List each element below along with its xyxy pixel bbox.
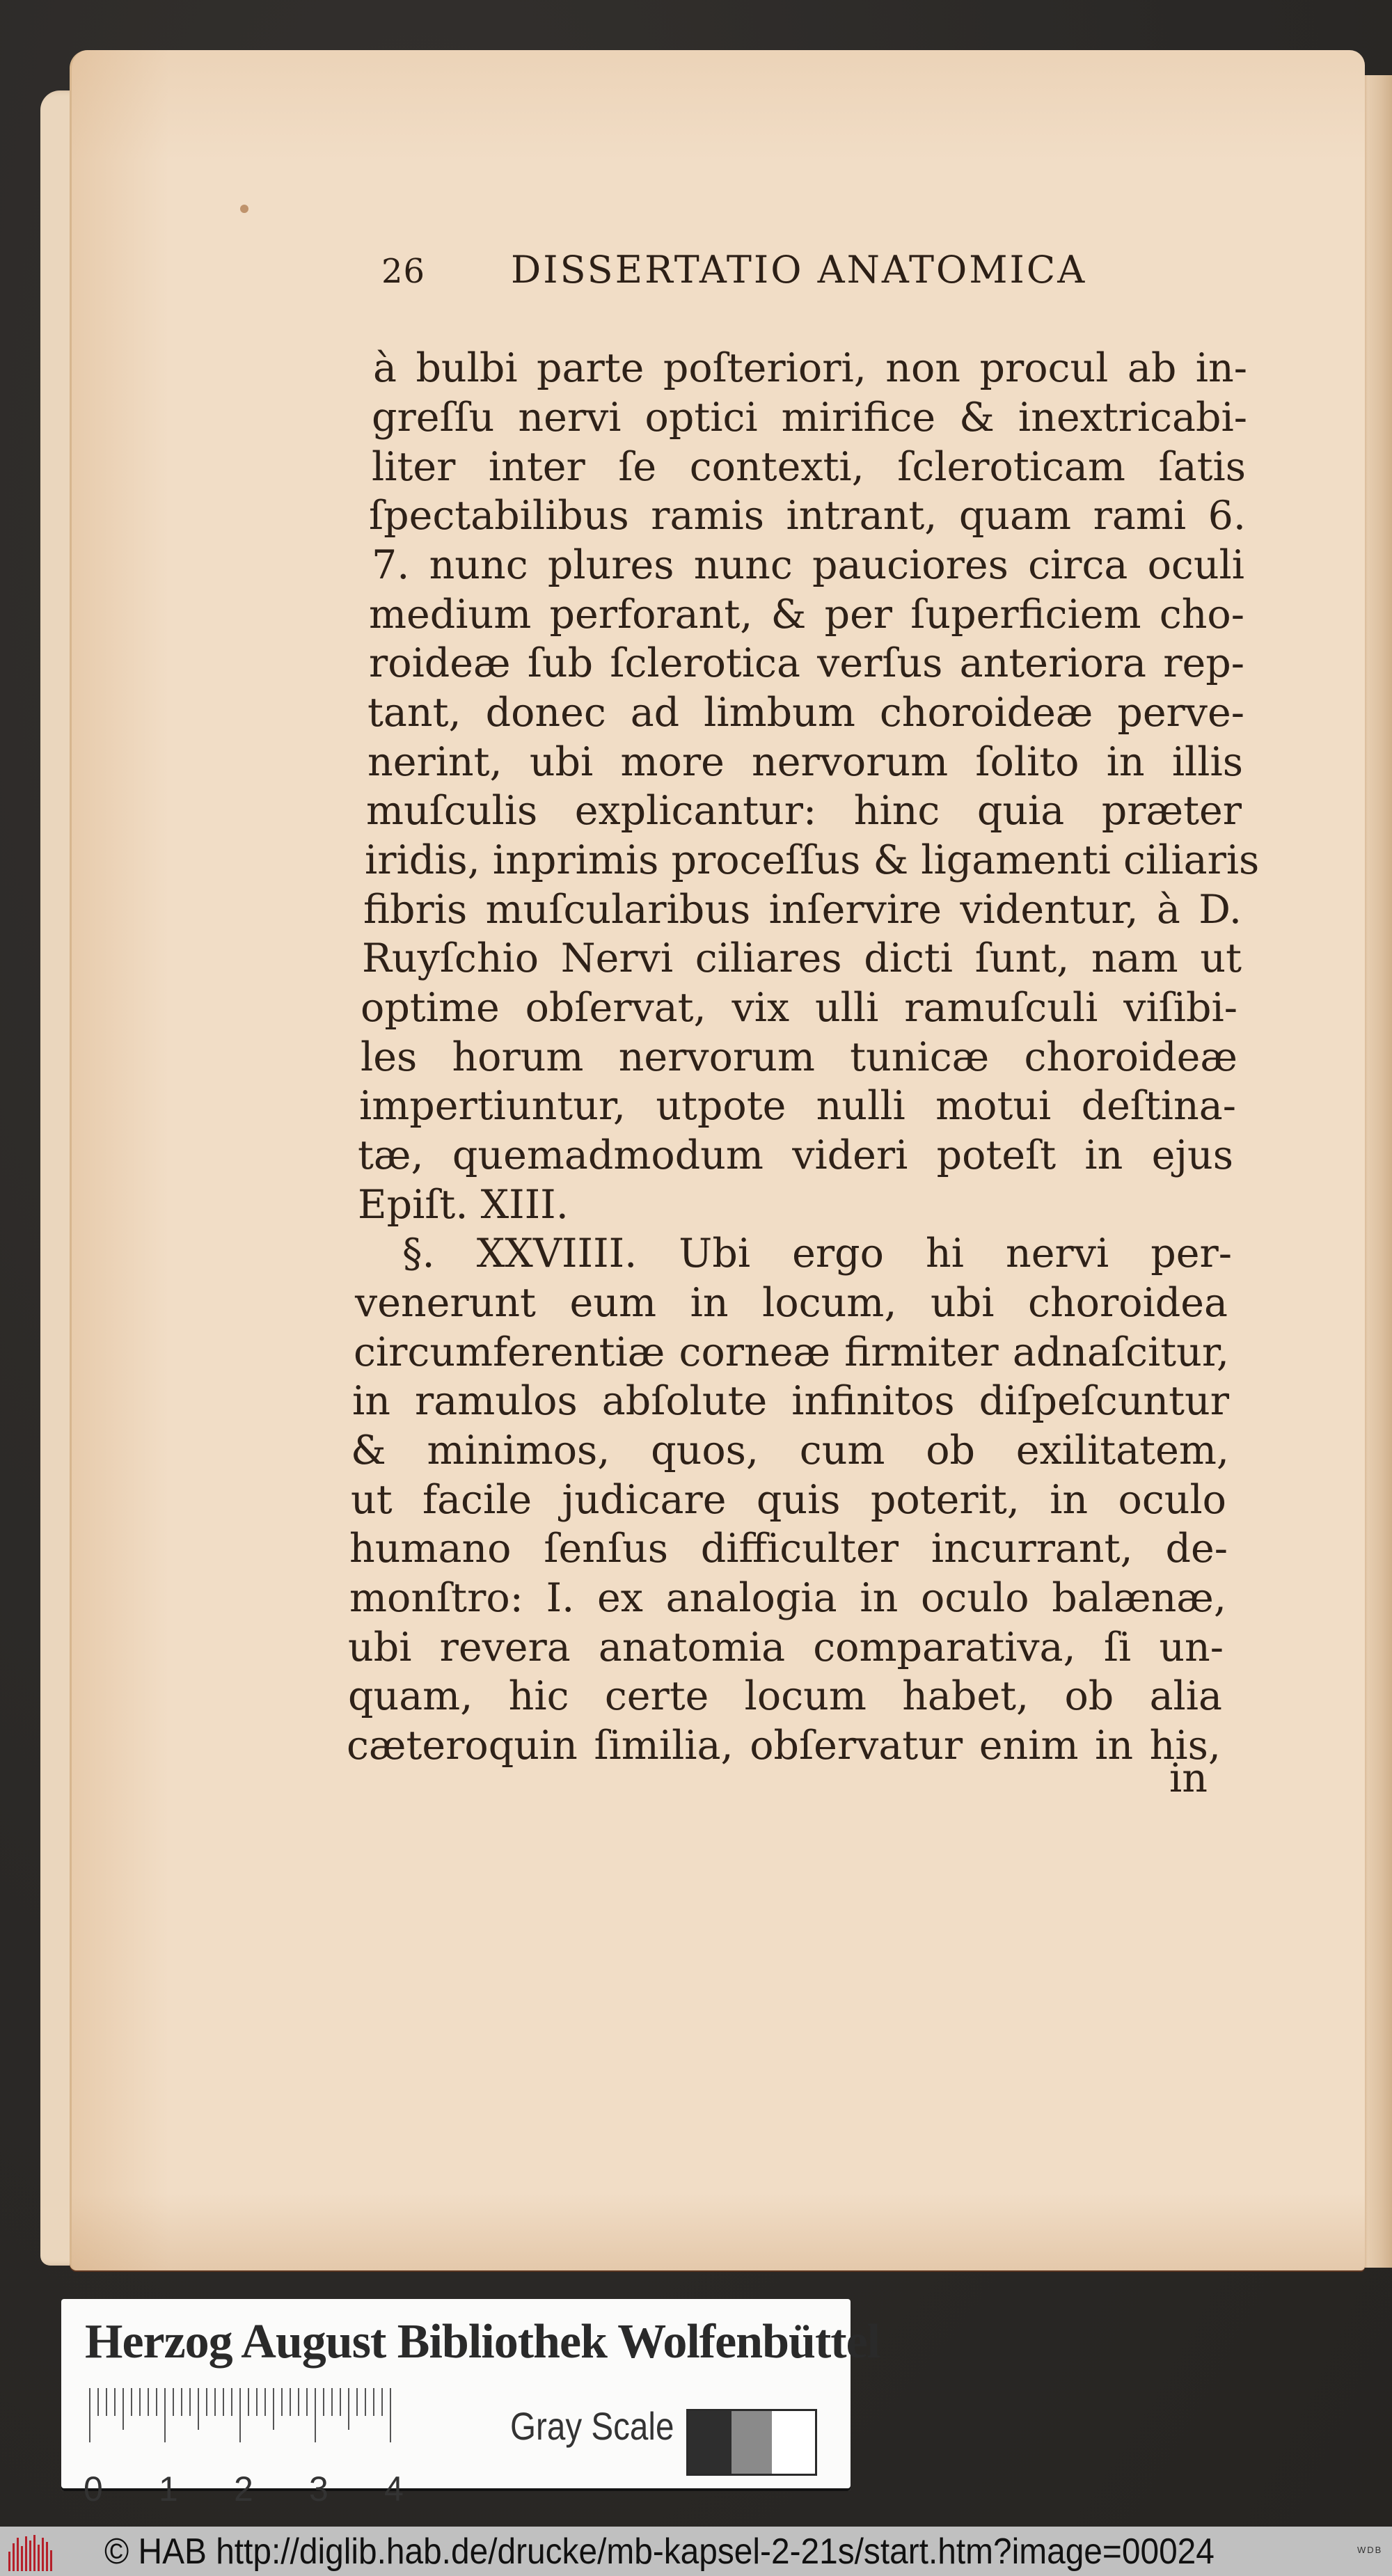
text-line: ubi revera anatomia comparativa, ſi un- xyxy=(348,1625,1224,1670)
text-line: ſpectabilibus ramis intrant, quam rami 6. xyxy=(369,493,1246,539)
text-line: greſſu nervi optici mirifice & inextricabi- xyxy=(372,395,1247,441)
swatch-gray xyxy=(731,2411,772,2474)
book-fore-edge xyxy=(1361,75,1392,2268)
text-line: Epiſt. XIII. xyxy=(358,1182,569,1228)
ruler-scale xyxy=(84,2388,404,2508)
text-line: à bulbi parte poſteriori, non procul ab in- xyxy=(373,345,1247,391)
running-head xyxy=(381,248,1217,303)
running-title: DISSERTATIO ANATOMICA xyxy=(511,248,1087,292)
swatch-white xyxy=(772,2411,815,2474)
ruler-label: 2 xyxy=(234,2470,253,2508)
text-line: optime obſervat, vix ulli ramuſculi viſibi- xyxy=(361,985,1237,1031)
text-line: medium perforant, & per ſuperficiem cho- xyxy=(369,592,1244,638)
text-line: les horum nervorum tunicæ choroideæ xyxy=(361,1034,1237,1080)
text-line: 7. nunc plures nunc pauciores circa oculi xyxy=(372,542,1244,588)
text-line: cæteroquin ſimilia, obſervatur enim in his, xyxy=(347,1723,1221,1769)
text-line: nerint, ubi more nervorum ſolito in illis xyxy=(367,739,1243,785)
ruler-label: 0 xyxy=(84,2470,103,2508)
text-line: Ruyſchio Nervi ciliares dicti ſunt, nam ut xyxy=(362,935,1242,981)
ruler-label: 1 xyxy=(159,2470,178,2508)
text-line: muſculis explicantur: hinc quia præter xyxy=(366,788,1242,834)
ruler-label: 4 xyxy=(384,2470,404,2508)
text-line: fibris muſcularibus inſervire videntur, à D. xyxy=(363,887,1242,933)
text-line: iridis, inprimis proceſſus & ligamenti ciliaris xyxy=(365,837,1260,883)
foxing-spot xyxy=(240,205,248,213)
text-line: in ramulos abſolute infinitos diſpeſcuntur xyxy=(352,1378,1229,1424)
text-line: venerunt eum in locum, ubi choroidea xyxy=(355,1280,1228,1326)
text-line: impertiuntur, utpote nulli motui deſtina- xyxy=(359,1083,1236,1129)
footer-bar xyxy=(0,2527,1392,2576)
wdb-badge: WDB xyxy=(1357,2545,1383,2555)
text-line: humano ſenſus difficulter incurrant, de- xyxy=(349,1526,1228,1572)
gray-scale-label: Gray Scale xyxy=(510,2404,674,2448)
text-line: & minimos, quos, cum ob exilitatem, xyxy=(351,1428,1229,1473)
hab-logo-icon[interactable] xyxy=(6,2535,57,2571)
text-line: tæ, quemadmodum videri poteſt in ejus xyxy=(358,1132,1233,1178)
text-line: quam, hic certe locum habet, ob alia xyxy=(348,1673,1222,1719)
text-line: circumferentiæ corneæ firmiter adnaſcitur, xyxy=(354,1329,1229,1375)
library-name: Herzog August Bibliothek Wolfenbüttel xyxy=(85,2315,880,2369)
text-line: ut facile judicare quis poterit, in oculo xyxy=(351,1477,1226,1523)
text-line: monſtro: I. ex analogia in oculo balænæ, xyxy=(349,1575,1226,1621)
text-line: tant, donec ad limbum choroideæ perve- xyxy=(367,690,1244,736)
text-line: roideæ ſub ſclerotica verſus anteriora rep- xyxy=(369,640,1244,686)
gray-scale-swatch xyxy=(686,2409,817,2476)
swatch-black xyxy=(688,2411,731,2474)
text-line: liter inter ſe contexti, ſcleroticam ſatis xyxy=(372,444,1246,490)
source-url-link[interactable]: © HAB http://diglib.hab.de/drucke/mb-kapsel-2-21s/start.htm?image=00024 xyxy=(104,2531,1215,2572)
library-color-card xyxy=(61,2299,880,2508)
ruler-label: 3 xyxy=(309,2470,329,2508)
page-number: 26 xyxy=(381,252,426,291)
section-heading-line: §. XXVIIII. Ubi ergo hi nervi per- xyxy=(402,1231,1232,1277)
catchword: in xyxy=(1169,1755,1208,1801)
